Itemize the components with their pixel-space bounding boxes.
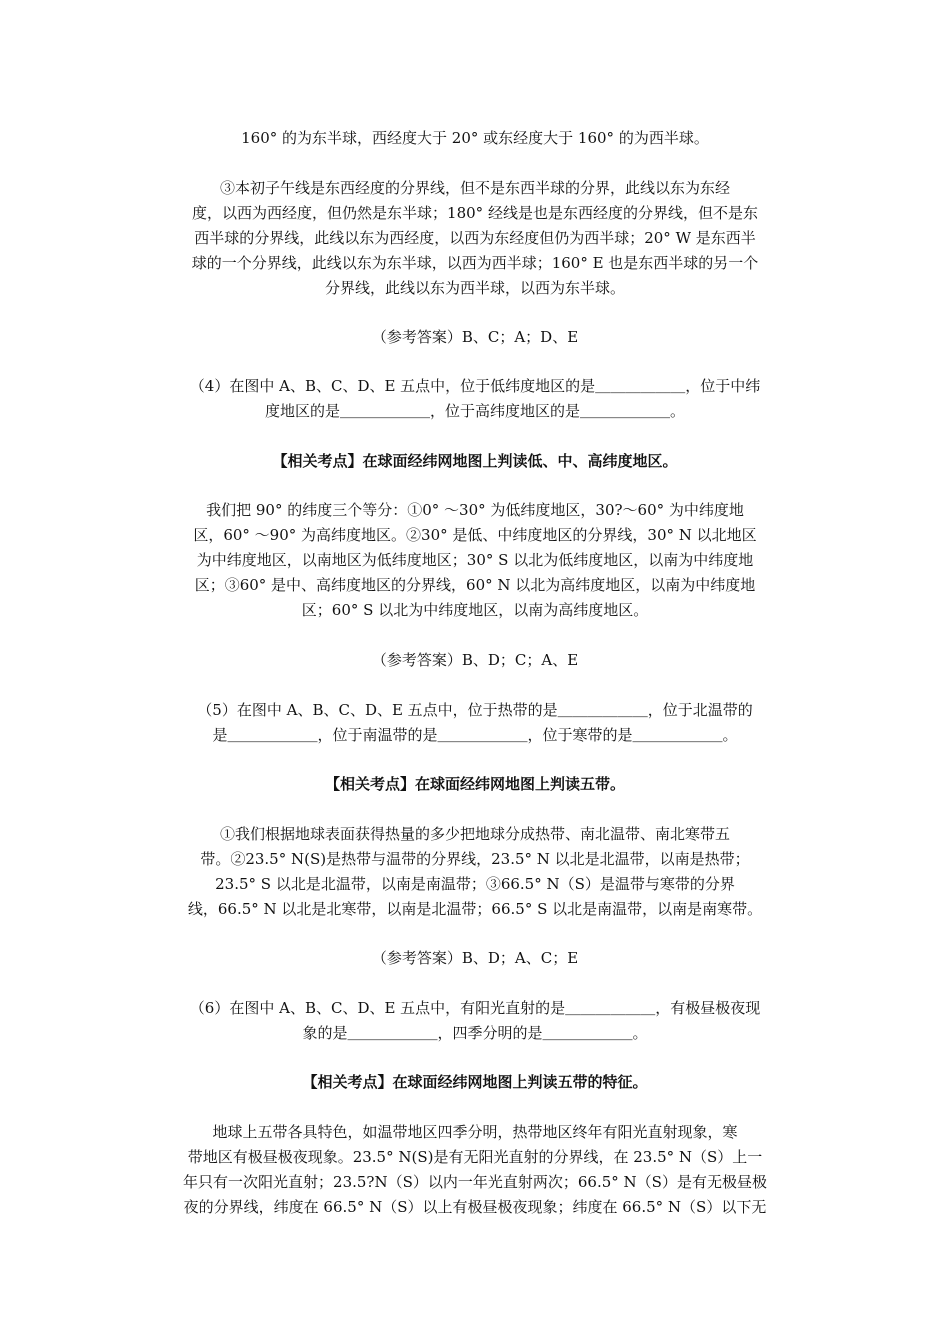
text-line: 夜的分界线，纬度在 66.5° N（S）以上有极昼极夜现象；纬度在 66.5° N（S）以下无 — [183, 1198, 767, 1216]
text-line: 区；60° S 以北为中纬度地区，以南为高纬度地区。 — [301, 601, 649, 619]
text-line: ①我们根据地球表面获得热量的多少把地球分成热带、南北温带、南北寒带五 — [219, 825, 730, 843]
section-heading — [150, 1070, 800, 1095]
paragraph — [150, 698, 800, 748]
text-line: 我们把 90° 的纬度三个等分：①0° ～30° 为低纬度地区，30?～60° 为中纬度地 — [206, 501, 744, 519]
text-line: 是＿＿＿＿＿＿，位于南温带的是＿＿＿＿＿＿，位于寒带的是＿＿＿＿＿＿。 — [212, 726, 738, 744]
text-line: 【相关考点】在球面经纬网地图上判读低、中、高纬度地区。 — [272, 452, 678, 470]
text-line: （参考答案）B、D；C；A、E — [371, 651, 579, 669]
text-line: 23.5° S 以北是北温带，以南是南温带；③66.5° N（S）是温带与寒带的分界 — [215, 875, 735, 893]
text-line: 160° 的为东半球，西经度大于 20° 或东经度大于 160° 的为西半球。 — [241, 129, 709, 147]
section-heading — [150, 449, 800, 474]
text-line: 区；③60° 是中、高纬度地区的分界线，60° N 以北为高纬度地区，以南为中纬度地 — [194, 576, 756, 594]
text-line: 度地区的是＿＿＿＿＿＿，位于高纬度地区的是＿＿＿＿＿＿。 — [264, 402, 685, 420]
paragraph — [150, 498, 800, 623]
text-line: ③本初子午线是东西经度的分界线，但不是东西半球的分界，此线以东为东经 — [219, 179, 730, 197]
text-line: 线，66.5° N 以北是北寒带，以南是北温带；66.5° S 以北是南温带，以南是南寒带。 — [187, 900, 763, 918]
paragraph — [150, 374, 800, 424]
paragraph — [150, 126, 800, 151]
paragraph — [150, 996, 800, 1046]
text-line: （4）在图中 A、B、C、D、E 五点中，位于低纬度地区的是＿＿＿＿＿＿，位于中纬 — [189, 377, 761, 395]
paragraph — [150, 822, 800, 922]
paragraph — [150, 325, 800, 350]
paragraph — [150, 176, 800, 301]
section-heading — [150, 772, 800, 797]
paragraph — [150, 648, 800, 673]
text-line: 西半球的分界线，此线以东为西经度，以西为东经度但仍为西半球；20° W 是东西半 — [194, 229, 756, 247]
text-line: 区，60° ～90° 为高纬度地区。②30° 是低、中纬度地区的分界线，30° N 以北地区 — [193, 526, 757, 544]
text-line: 为中纬度地区，以南地区为低纬度地区；30° S 以北为低纬度地区，以南为中纬度地 — [196, 551, 754, 569]
text-line: （5）在图中 A、B、C、D、E 五点中，位于热带的是＿＿＿＿＿＿，位于北温带的 — [197, 701, 753, 719]
text-line: （6）在图中 A、B、C、D、E 五点中，有阳光直射的是＿＿＿＿＿＿，有极昼极夜现 — [189, 999, 761, 1017]
text-line: 度，以西为西经度，但仍然是东半球；180° 经线是也是东西经度的分界线，但不是东 — [192, 204, 758, 222]
text-line: 地球上五带各具特色，如温带地区四季分明，热带地区终年有阳光直射现象，寒 — [212, 1123, 738, 1141]
text-line: 年只有一次阳光直射；23.5?N（S）以内一年光直射两次；66.5° N（S）是有无极昼极 — [183, 1173, 767, 1191]
text-line: （参考答案）B、D；A、C；E — [371, 949, 579, 967]
text-line: 【相关考点】在球面经纬网地图上判读五带的特征。 — [302, 1073, 648, 1091]
paragraph — [150, 1120, 800, 1220]
paragraph — [150, 946, 800, 971]
text-line: （参考答案）B、C；A；D、E — [371, 328, 579, 346]
text-line: 球的一个分界线，此线以东为东半球，以西为西半球；160° E 也是东西半球的另一个 — [191, 254, 759, 272]
text-line: 分界线，此线以东为西半球，以西为东半球。 — [324, 279, 625, 297]
text-line: 【相关考点】在球面经纬网地图上判读五带。 — [324, 775, 625, 793]
text-line: 象的是＿＿＿＿＿＿，四季分明的是＿＿＿＿＿＿。 — [302, 1024, 648, 1042]
text-line: 带地区有极昼极夜现象。23.5° N(S)是有无阳光直射的分界线，在 23.5° N（S）上一 — [187, 1148, 763, 1166]
text-line: 带。②23.5° N(S)是热带与温带的分界线，23.5° N 以北是北温带，以南是热带； — [200, 850, 750, 868]
